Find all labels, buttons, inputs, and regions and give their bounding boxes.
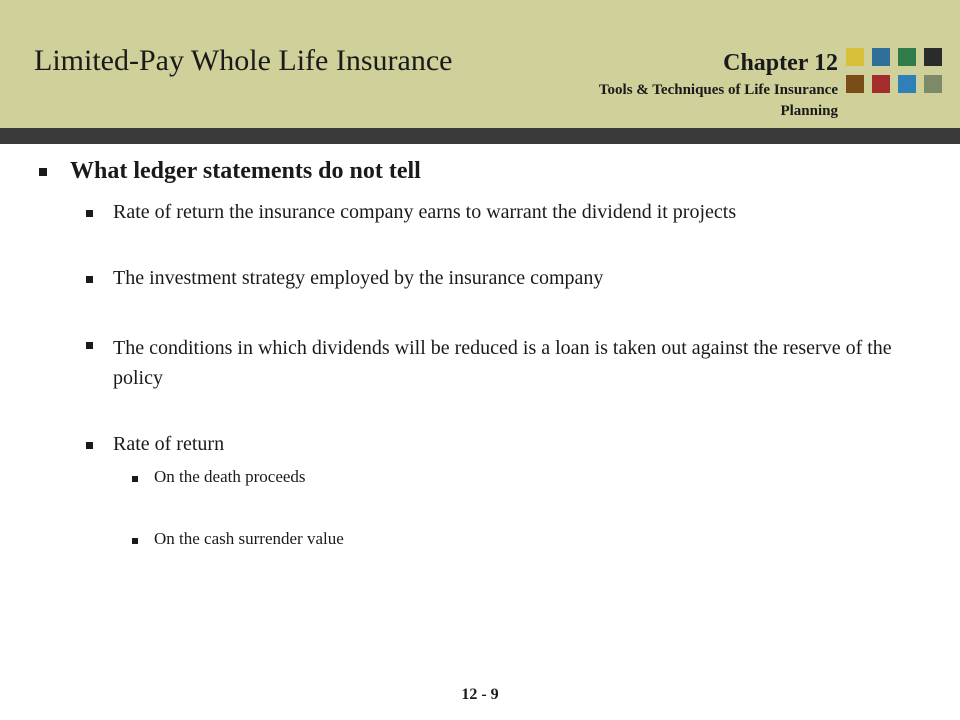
color-squares-logo	[846, 48, 942, 96]
bullet-marker-icon	[86, 442, 93, 449]
page-number: 12 - 9	[461, 686, 499, 703]
chapter-subtitle: Tools & Techniques of Life Insurance Planning	[598, 82, 838, 119]
color-square	[846, 75, 864, 93]
heading-bullet: What ledger statements do not tell	[70, 158, 421, 184]
sub-list-item: On the cash surrender value	[154, 529, 344, 548]
bullet-marker-icon	[86, 342, 93, 349]
bullet-marker-icon	[86, 210, 93, 217]
bullet-marker-icon	[86, 276, 93, 283]
header-divider-bar	[0, 128, 960, 144]
sub-list-item: On the death proceeds	[154, 467, 306, 486]
bullet-marker-icon	[132, 476, 138, 482]
list-item: Rate of return	[113, 433, 225, 455]
color-square	[924, 48, 942, 66]
bullet-marker-icon	[39, 168, 47, 176]
list-item: Rate of return the insurance company earns to warrant the dividend it projects	[113, 201, 737, 223]
color-square	[872, 48, 890, 66]
chapter-label: Chapter 12	[723, 50, 838, 76]
color-square	[846, 48, 864, 66]
color-square	[898, 48, 916, 66]
color-square	[872, 75, 890, 93]
color-square	[924, 75, 942, 93]
slide-title: Limited-Pay Whole Life Insurance	[34, 44, 453, 77]
list-item: The conditions in which dividends will be reduced is a loan is taken out against the reserve of the policy	[113, 337, 892, 389]
color-square	[898, 75, 916, 93]
bullet-marker-icon	[132, 538, 138, 544]
list-item: The investment strategy employed by the insurance company	[113, 267, 604, 289]
